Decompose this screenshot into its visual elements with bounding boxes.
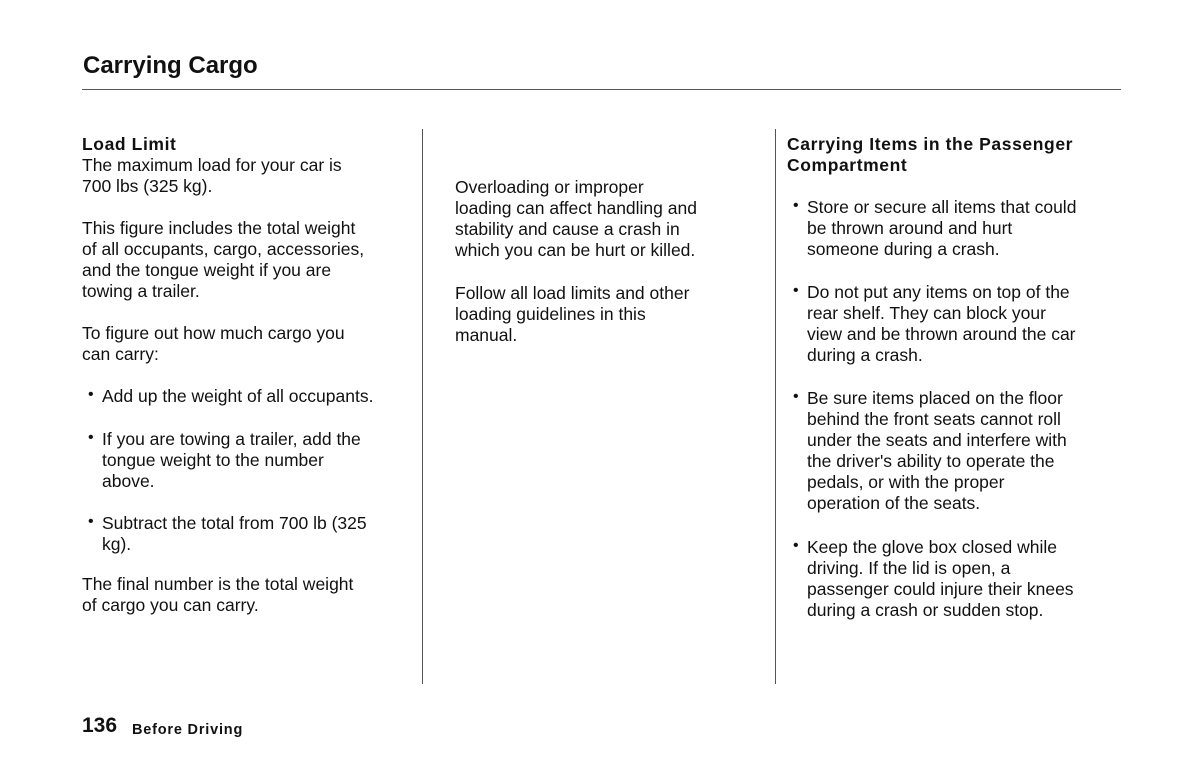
text-line: kg). [102, 534, 132, 554]
bullet-icon: • [88, 429, 94, 446]
passenger-items-heading: Compartment [787, 155, 908, 175]
text-line: loading can affect handling and [455, 198, 697, 218]
text-line: of cargo you can carry. [82, 595, 259, 615]
text-line: Subtract the total from 700 lb (325 [102, 513, 367, 533]
text-line: The final number is the total weight [82, 574, 354, 594]
bullet-icon: • [793, 537, 799, 554]
column-divider-left [422, 129, 423, 684]
text-line: above. [102, 471, 155, 491]
text-line: can carry: [82, 344, 159, 364]
text-line: the driver's ability to operate the [807, 451, 1055, 471]
text-line: during a crash or sudden stop. [807, 600, 1044, 620]
text-line: tongue weight to the number [102, 450, 324, 470]
cargo-question [82, 323, 417, 365]
right-column [787, 134, 1127, 621]
text-line: Keep the glove box closed while [807, 537, 1058, 557]
text-line: towing a trailer. [82, 281, 200, 301]
bullet-icon: • [793, 282, 799, 299]
text-line: under the seats and interfere with [807, 430, 1067, 450]
bullet-icon: • [793, 388, 799, 405]
list-item [787, 537, 1127, 621]
intro-line: 700 lbs (325 kg). [82, 176, 213, 196]
text-line: operation of the seats. [807, 493, 981, 513]
bullet-icon: • [793, 197, 799, 214]
warning-text [455, 177, 765, 261]
text-line: view and be thrown around the car [807, 324, 1076, 344]
text-line: during a crash. [807, 345, 923, 365]
text-line: which you can be hurt or killed. [455, 240, 696, 260]
text-line: If you are towing a trailer, add the [102, 429, 361, 449]
middle-column [455, 177, 765, 346]
list-item [82, 386, 417, 407]
text-line: Be sure items placed on the floor [807, 388, 1063, 408]
list-item [82, 429, 417, 492]
text-line: and the tongue weight if you are [82, 260, 332, 280]
intro-line: The maximum load for your car is [82, 155, 342, 175]
title-divider [82, 89, 1121, 90]
text-line: rear shelf. They can block your [807, 303, 1046, 323]
passenger-items-heading: Carrying Items in the Passenger [787, 134, 1074, 154]
final-note [82, 574, 417, 616]
list-item [82, 513, 417, 555]
list-item [787, 388, 1127, 514]
load-limit-heading: Load Limit [82, 134, 177, 154]
text-line: of all occupants, cargo, accessories, [82, 239, 365, 259]
text-line: Overloading or improper [455, 177, 644, 197]
text-line: driving. If the lid is open, a [807, 558, 1011, 578]
bullet-icon: • [88, 386, 94, 403]
text-line: be thrown around and hurt [807, 218, 1013, 238]
text-line: behind the front seats cannot roll [807, 409, 1061, 429]
text-line: Follow all load limits and other [455, 283, 690, 303]
list-item [787, 282, 1127, 366]
section-label: Before Driving [132, 722, 244, 738]
list-item [787, 197, 1127, 260]
text-line: To figure out how much cargo you [82, 323, 345, 343]
text-line: Store or secure all items that could [807, 197, 1077, 217]
text-line: passenger could injure their knees [807, 579, 1074, 599]
text-line: loading guidelines in this [455, 304, 646, 324]
bullet-icon: • [88, 513, 94, 530]
advice-text [455, 283, 765, 346]
text-line: pedals, or with the proper [807, 472, 1005, 492]
column-divider-right [775, 129, 776, 684]
weight-explanation [82, 218, 417, 302]
page-number: 136 [82, 714, 118, 737]
text-line: Do not put any items on top of the [807, 282, 1070, 302]
page-title: Carrying Cargo [83, 52, 258, 79]
text-line: Add up the weight of all occupants. [102, 386, 374, 406]
text-line: This figure includes the total weight [82, 218, 356, 238]
text-line: stability and cause a crash in [455, 219, 680, 239]
left-column [82, 134, 417, 616]
text-line: someone during a crash. [807, 239, 1000, 259]
text-line: manual. [455, 325, 518, 345]
